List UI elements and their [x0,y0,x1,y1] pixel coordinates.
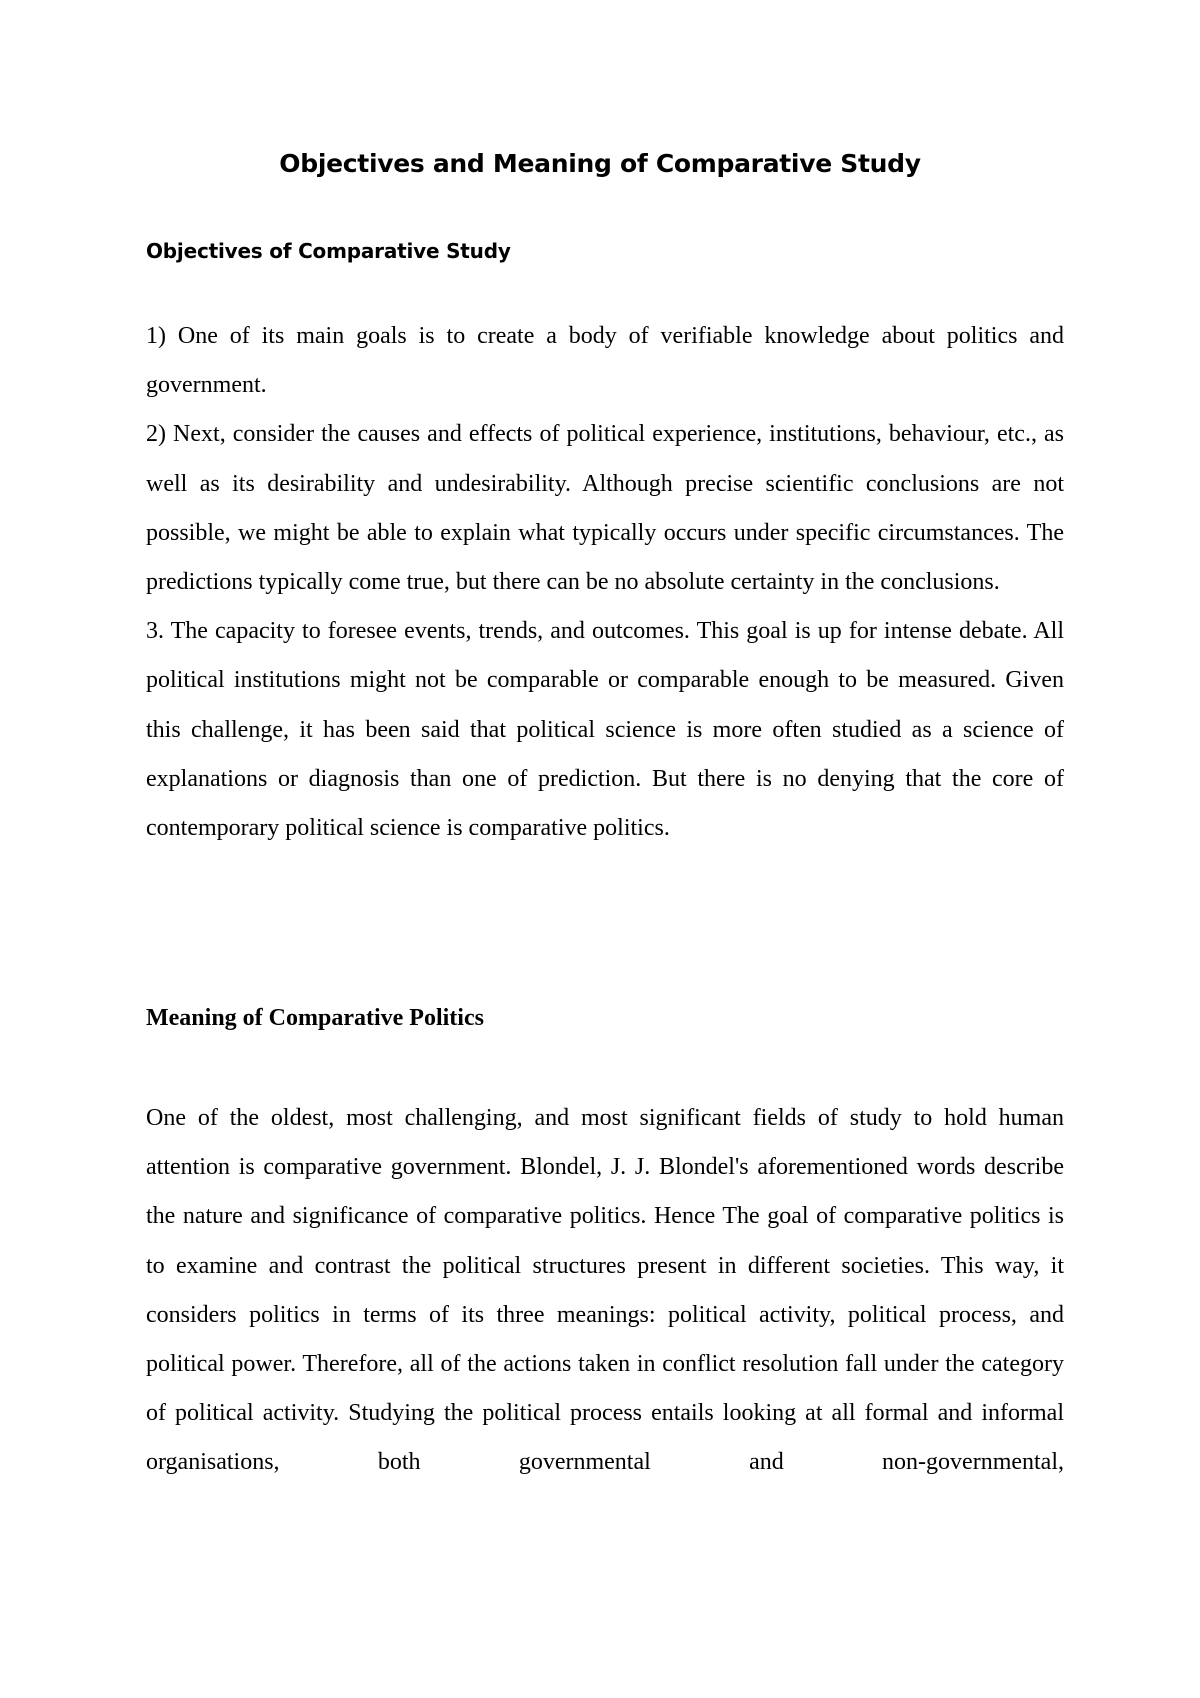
meaning-heading: Meaning of Comparative Politics [146,1005,484,1031]
objective-point-3: 3. The capacity to foresee events, trends, and outcomes. This goal is up for intense debate. All political institutions might not be comparable or comparable enough to be measured. Given this challenge, it has been said that political science is more often studied as a science of explanations or diagnosis than one of prediction. But there is no denying that the core of contemporary political science is comparative politics. [146,618,1064,842]
meaning-paragraph: One of the oldest, most challenging, and most significant fields of study to hold human attention is comparative government. Blondel, J. J. Blondel's aforementioned words describe the nature and significance of comparative politics. Hence The goal of comparative politics is to examine and contrast the political structures present in different societies. This way, it considers politics in terms of its three meanings: political activity, political process, and political power. Therefore, all of the actions taken in conflict resolution fall under the category of political activity. Studying the political process entails looking at all formal and informal organisations, both governmental and non-governmental, [146,1105,1064,1476]
objective-point-1: 1) One of its main goals is to create a body of verifiable knowledge about politics and government. [146,323,1064,399]
objective-point-2: 2) Next, consider the causes and effects of political experience, institutions, behaviour, etc., as well as its desirability and undesirability. Although precise scientific conclusions are not possible, we might be able to explain what typically occurs under specific circumstances. The predictions typically come true, but there can be no absolute certainty in the conclusions. [146,421,1064,596]
document-title: Objectives and Meaning of Comparative Study [279,149,921,178]
objectives-heading: Objectives of Comparative Study [146,239,511,263]
objectives-list [146,312,1064,853]
meaning-section [146,1094,1064,1488]
